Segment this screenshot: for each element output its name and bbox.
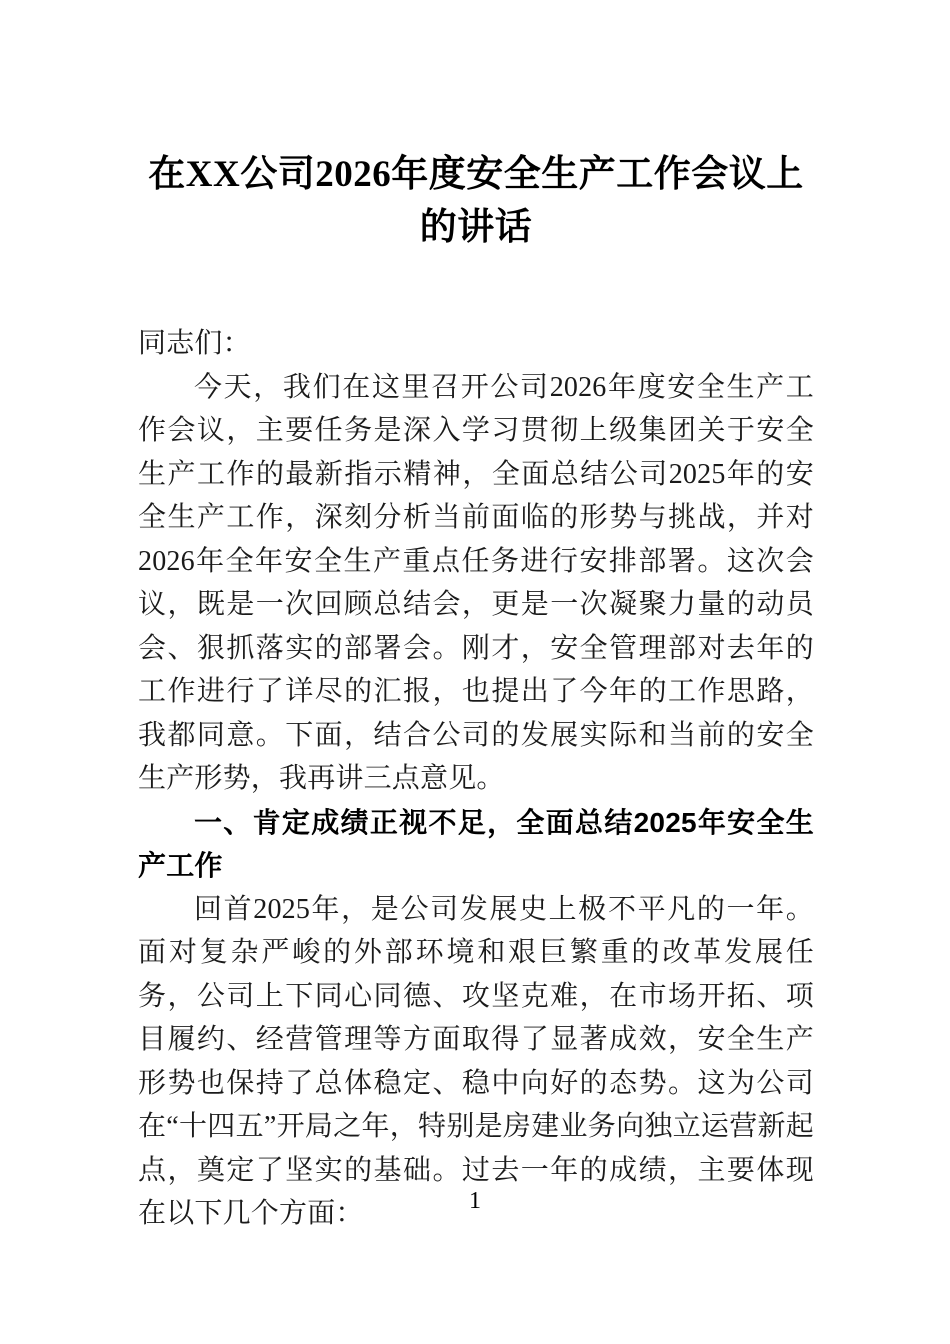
document-title: 在XX公司2026年度安全生产工作会议上的讲话 [148,154,804,248]
section-heading-one: 一、肯定成绩正视不足，全面总结2025年安全生产工作 [138,806,814,881]
document-body [138,322,814,1236]
salutation-line: 同志们： [138,328,251,359]
paragraph-section-one-intro: 回首2025年，是公司发展史上极不平凡的一年。面对复杂严峻的外部环境和艰巨繁重的改革发展任务，公司上下同心同德、攻坚克难，在市场开拓、项目履约、经营管理等方面取得了显著成效，安全生产形势也保持了总体稳定、稳中向好的态势。这为公司在“十四五”开局之年，特别是房建业务向独立运营新起点，奠定了坚实的基础。过去一年的成绩，主要体现在以下几个方面： [138,893,814,1229]
page-number: 1 [469,1188,481,1214]
paragraph-opening: 今天，我们在这里召开公司2026年度安全生产工作会议，主要任务是深入学习贯彻上级集团关于安全生产工作的最新指示精神，全面总结公司2025年的安全生产工作，深刻分析当前面临的形势与挑战，并对2026年全年安全生产重点任务进行安排部署。这次会议，既是一次回顾总结会，更是一次凝聚力量的动员会、狠抓落实的部署会。刚才，安全管理部对去年的工作进行了详尽的汇报，也提出了今年的工作思路，我都同意。下面，结合公司的发展实际和当前的安全生产形势，我再讲三点意见。 [138,371,814,794]
